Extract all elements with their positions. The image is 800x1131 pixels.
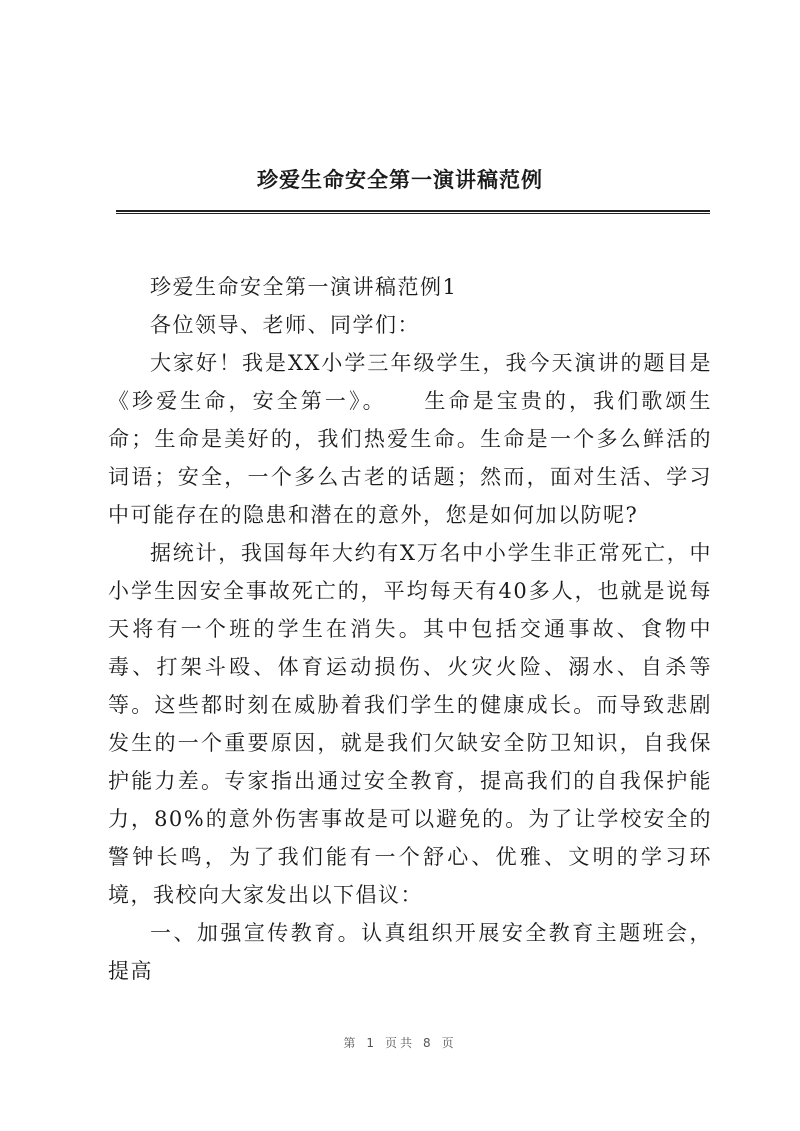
footer-current-page: 1 xyxy=(366,1036,377,1050)
paragraph-proposal-1: 一、加强宣传教育。认真组织开展安全教育主题班会，提高 xyxy=(108,921,712,983)
paragraph-intro: 大家好！我是XX小学三年级学生，我今天演讲的题目是《珍爱生命，安全第一》。 生命是宝贵的，我们歌颂生命；生命是美好的，我们热爱生命。生命是一个多么鲜活的词语；安全，一个多么古老的话题；然而，面对生活、学习中可能存在的隐患和潜在的意外，您是如何加以防呢? xyxy=(108,351,712,527)
paragraph-salutation: 各位领导、老师、同学们： xyxy=(150,313,420,337)
paragraph-statistics: 据统计，我国每年大约有X万名中小学生非正常死亡，中小学生因安全事故死亡的，平均每天有40多人，也就是说每天将有一个班的学生在消失。其中包括交通事故、食物中毒、打架斗殴、体育运动损伤、火灾火险、溺水、自杀等等。这些都时刻在威胁着我们学生的健康成长。而导致悲剧发生的一个重要原因，就是我们欠缺安全防卫知识，自我保护能力差。专家指出通过安全教育，提高我们的自我保护能力，80%的意外伤害事故是可以避免的。为了让学校安全的警钟长鸣，为了我们能有一个舒心、优雅、文明的学习环境，我校向大家发出以下倡议： xyxy=(108,541,712,907)
title-divider xyxy=(116,210,710,214)
footer-prefix: 第 xyxy=(343,1036,359,1050)
footer-total-pages: 8 xyxy=(423,1036,434,1050)
paragraph-heading: 珍爱生命安全第一演讲稿范例1 xyxy=(150,275,458,299)
footer-suffix: 页 xyxy=(441,1036,457,1050)
document-body xyxy=(108,268,712,990)
footer-middle: 页共 xyxy=(384,1036,415,1050)
document-title: 珍爱生命安全第一演讲稿范例 xyxy=(257,168,543,192)
page-footer xyxy=(0,1034,800,1051)
